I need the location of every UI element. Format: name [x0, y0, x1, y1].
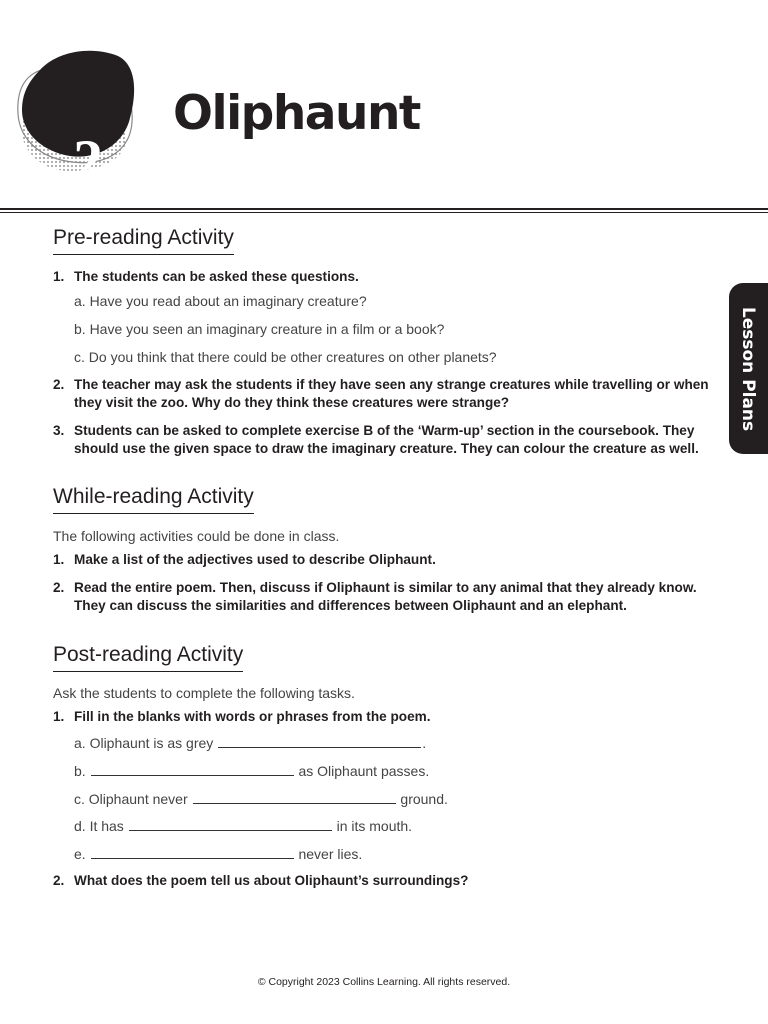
question-text: The teacher may ask the students if they have seen any strange creatures while travelling or when they visit the zoo. Why do they think these creatures were strange?	[74, 377, 709, 410]
fill-blank-suffix: as Oliphaunt passes.	[298, 763, 430, 779]
pre-reading-subquestion-b: b. Have you seen an imaginary creature in a film or a book?	[74, 321, 445, 337]
fill-blank-item-e	[74, 845, 362, 863]
question-number: 2.	[53, 873, 65, 888]
question-text: What does the poem tell us about Oliphaunt’s surroundings?	[74, 873, 469, 888]
fill-blank-prefix: c. Oliphaunt never	[74, 791, 188, 807]
fill-blank-suffix: in its mouth.	[336, 818, 413, 834]
answer-blank[interactable]	[129, 817, 332, 831]
answer-blank[interactable]	[193, 790, 396, 804]
fill-blank-prefix: b.	[74, 763, 86, 779]
answer-blank[interactable]	[218, 734, 421, 748]
fill-blank-suffix: .	[422, 735, 427, 751]
question-text: Make a list of the adjectives used to describe Oliphaunt.	[74, 552, 436, 567]
answer-blank[interactable]	[91, 762, 294, 776]
fill-blank-item-c	[74, 790, 448, 808]
lesson-plans-side-tab	[729, 283, 768, 454]
post-reading-intro: Ask the students to complete the following tasks.	[53, 685, 355, 701]
question-number: 1.	[53, 552, 65, 567]
question-number: 3.	[53, 423, 65, 438]
question-text: Fill in the blanks with words or phrases from the poem.	[74, 709, 431, 724]
fill-blank-suffix: ground.	[400, 791, 448, 807]
fill-blank-item-d	[74, 817, 412, 835]
pre-reading-subquestion-c: c. Do you think that there could be other creatures on other planets?	[74, 349, 497, 365]
fill-blank-prefix: d. It has	[74, 818, 124, 834]
post-reading-question-1	[53, 708, 718, 726]
while-reading-question-1	[53, 551, 718, 569]
fill-blank-prefix: a. Oliphaunt is as grey	[74, 735, 214, 751]
post-reading-question-2	[53, 872, 718, 890]
copyright-footer: © Copyright 2023 Collins Learning. All rights reserved.	[257, 976, 511, 988]
post-reading-heading: Post-reading Activity	[53, 642, 243, 672]
question-text: Read the entire poem. Then, discuss if Oliphaunt is similar to any animal that they already know. They can discuss the similarities and differences between Oliphaunt and an elephant.	[74, 580, 697, 613]
pre-reading-question-2	[53, 376, 718, 412]
pre-reading-heading: Pre-reading Activity	[53, 225, 234, 255]
fill-blank-item-a	[74, 734, 426, 752]
question-number: 1.	[53, 269, 65, 284]
question-text: Students can be asked to complete exercise B of the ‘Warm-up’ section in the coursebook. They should use the given space to draw the imaginary creature. They can colour the creature as well.	[74, 423, 699, 456]
answer-blank[interactable]	[91, 845, 294, 859]
pre-reading-question-3	[53, 422, 718, 458]
chapter-title: Oliphaunt	[173, 86, 420, 141]
pre-reading-question-1	[53, 268, 718, 286]
chapter-number: 2	[73, 128, 103, 194]
question-text: The students can be asked these questions.	[74, 269, 359, 284]
header-divider-thick	[0, 208, 768, 210]
fill-blank-prefix: e.	[74, 846, 86, 862]
fill-blank-suffix: never lies.	[298, 846, 363, 862]
question-number: 2.	[53, 580, 65, 595]
question-number: 1.	[53, 709, 65, 724]
header-divider-thin	[0, 212, 768, 213]
question-number: 2.	[53, 377, 65, 392]
fill-blank-item-b	[74, 762, 429, 780]
while-reading-question-2	[53, 579, 718, 615]
while-reading-heading: While-reading Activity	[53, 484, 254, 514]
chapter-number-badge	[14, 48, 140, 194]
side-tab-label: Lesson Plans	[738, 306, 758, 432]
pre-reading-subquestion-a: a. Have you read about an imaginary creature?	[74, 293, 367, 309]
while-reading-intro: The following activities could be done in class.	[53, 528, 340, 544]
